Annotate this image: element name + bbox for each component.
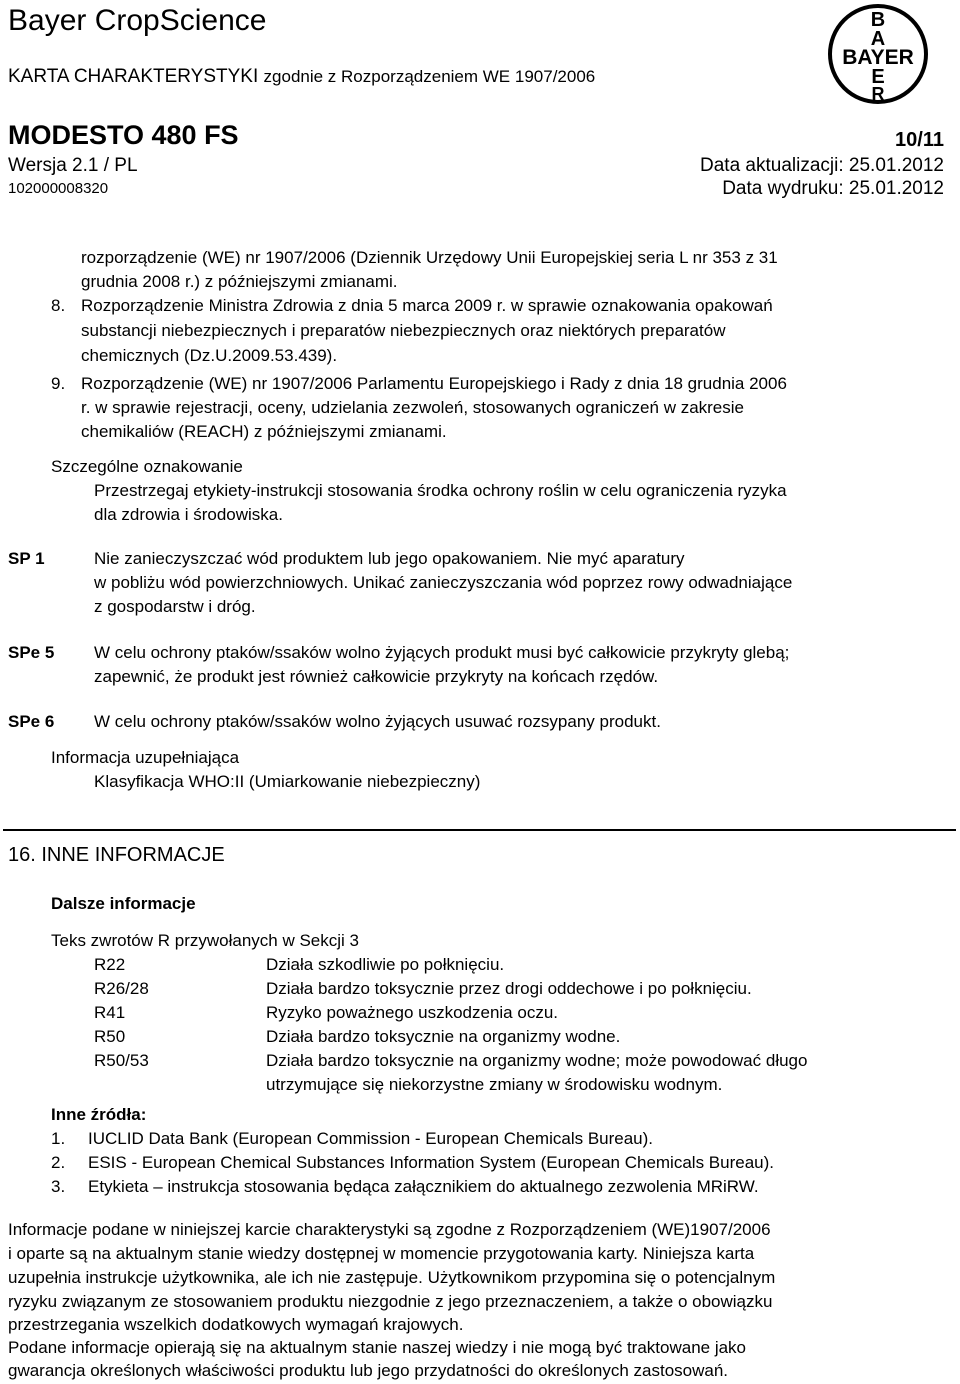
source-number: 1. xyxy=(51,1129,66,1148)
document-title xyxy=(8,66,595,88)
source-text: IUCLID Data Bank (European Commission - European Chemicals Bureau). xyxy=(88,1129,654,1148)
special-labelling-heading: Szczególne oznakowanie xyxy=(51,457,243,476)
r-phrase-text: Działa bardzo toksycznie na organizmy wodne; może powodować długo xyxy=(266,1051,808,1070)
page-number: 10/11 xyxy=(895,129,944,151)
logo-word-bayer: BAYER xyxy=(842,46,914,69)
special-labelling-text: Przestrzegaj etykiety-instrukcji stosowania środka ochrony roślin w celu ograniczenia ryzyka xyxy=(94,481,787,500)
source-text: Etykieta – instrukcja stosowania będąca załącznikiem do aktualnego zezwolenia MRiRW. xyxy=(88,1177,759,1196)
safety-phrase-code: SPe 5 xyxy=(8,643,55,662)
regulation-item-text: substancji niebezpiecznych i preparatów niebezpiecznych oraz niektórych preparatów xyxy=(81,321,726,340)
safety-phrase-text: w pobliżu wód powierzchniowych. Unikać zanieczyszczania wód poprzez rowy odwadniające xyxy=(94,573,793,592)
regulation-item-text: r. w sprawie rejestracji, oceny, udzielania zezwoleń, stosowanych ograniczeń w zakresie xyxy=(81,398,744,417)
regulation-item-text: chemikaliów (REACH) z późniejszymi zmianami. xyxy=(81,422,447,441)
source-number: 3. xyxy=(51,1177,66,1196)
r-phrase-text: Działa szkodliwie po połknięciu. xyxy=(266,955,505,974)
r-phrase-text: Ryzyko poważnego uszkodzenia oczu. xyxy=(266,1003,558,1022)
special-labelling-text: dla zdrowia i środowiska. xyxy=(94,505,283,524)
r-phrase-code: R41 xyxy=(94,1003,126,1022)
document-code: 102000008320 xyxy=(8,180,109,197)
r-phrase-text: Działa bardzo toksycznie przez drogi oddechowe i po połknięciu. xyxy=(266,979,752,998)
print-date: Data wydruku: 25.01.2012 xyxy=(722,178,944,199)
safety-phrase-text: zapewnić, że produkt jest również całkowicie przykryty na końcach rzędów. xyxy=(94,667,659,686)
r-phrase-code: R26/28 xyxy=(94,979,149,998)
further-info-heading: Dalsze informacje xyxy=(51,894,196,913)
who-classification: Klasyfikacja WHO:II (Umiarkowanie niebezpieczny) xyxy=(94,772,481,791)
logo-letter-a: A xyxy=(870,28,886,50)
source-number: 2. xyxy=(51,1153,66,1172)
safety-phrase-text: Nie zanieczyszczać wód produktem lub jego opakowaniem. Nie myć aparatury xyxy=(94,549,685,568)
closing-paragraph-line: Informacje podane w niniejszej karcie charakterystyki są zgodne z Rozporządzeniem (WE)1907/2006 xyxy=(8,1220,771,1239)
closing-paragraph-line: uzupełnia instrukcje użytkownika, ale ich nie zastępuje. Użytkownikom przypomina się o potencjalnym xyxy=(8,1268,776,1287)
regulation-item-text: chemicznych (Dz.U.2009.53.439). xyxy=(81,346,338,365)
product-name: MODESTO 480 FS xyxy=(8,120,239,150)
closing-paragraph-line: ryzyku związanym ze stosowaniem produktu niezgodnie z jego przeznaczeniem, a także o obowiązku xyxy=(8,1292,773,1311)
closing-paragraph-line: Podane informacje opierają się na aktualnym stanie naszej wiedzy i nie mogą być traktowane jako xyxy=(8,1338,747,1357)
closing-paragraph-line: przestrzegania wszelkich dodatkowych wymagań krajowych. xyxy=(8,1315,464,1334)
regulation-text-line: grudnia 2008 r.) z późniejszymi zmianami. xyxy=(81,272,398,291)
safety-phrase-text: W celu ochrony ptaków/ssaków wolno żyjących produkt musi być całkowicie przykryty glebą; xyxy=(94,643,790,662)
section-divider xyxy=(3,829,956,831)
regulation-item-text: Rozporządzenie (WE) nr 1907/2006 Parlamentu Europejskiego i Rady z dnia 18 grudnia 2006 xyxy=(81,374,787,393)
regulation-item-text: Rozporządzenie Ministra Zdrowia z dnia 5 marca 2009 r. w sprawie oznakowania opakowań xyxy=(81,296,773,315)
safety-phrase-text: W celu ochrony ptaków/ssaków wolno żyjących usuwać rozsypany produkt. xyxy=(94,712,661,731)
bayer-cross-logo xyxy=(826,2,930,106)
other-sources-heading: Inne źródła: xyxy=(51,1105,147,1124)
company-name: Bayer CropScience xyxy=(8,4,267,37)
r-phrase-text: utrzymujące się niekorzystne zmiany w środowisku wodnym. xyxy=(266,1075,723,1094)
regulation-item-number: 9. xyxy=(51,374,66,393)
safety-phrase-code: SP 1 xyxy=(8,549,45,568)
safety-phrase-text: z gospodarstw i dróg. xyxy=(94,597,256,616)
logo-letter-r: R xyxy=(871,84,885,104)
update-date: Data aktualizacji: 25.01.2012 xyxy=(700,155,944,176)
closing-paragraph-line: gwarancja określonych właściwości produktu lub jego przydatności do określonych zastosowań. xyxy=(8,1361,729,1380)
r-phrases-intro: Teks zwrotów R przywołanych w Sekcji 3 xyxy=(51,931,359,950)
section-16-title: 16. INNE INFORMACJE xyxy=(8,844,225,866)
document-version: Wersja 2.1 / PL xyxy=(8,155,138,176)
r-phrase-text: Działa bardzo toksycznie na organizmy wodne. xyxy=(266,1027,621,1046)
r-phrase-code: R22 xyxy=(94,955,126,974)
source-text: ESIS - European Chemical Substances Information System (European Chemicals Bureau). xyxy=(88,1153,774,1172)
logo-letter-e: E xyxy=(871,66,885,88)
document-title-main: KARTA CHARAKTERYSTYKI xyxy=(8,66,259,87)
document-title-regulation: zgodnie z Rozporządzeniem WE 1907/2006 xyxy=(263,67,596,86)
r-phrase-code: R50/53 xyxy=(94,1051,149,1070)
regulation-text-line: rozporządzenie (WE) nr 1907/2006 (Dziennik Urzędowy Unii Europejskiej seria L nr 353 z 31 xyxy=(81,248,778,267)
closing-paragraph-line: i oparte są na aktualnym stanie wiedzy dostępnej w momencie przygotowania karty. Niniejsza karta xyxy=(8,1244,755,1263)
r-phrase-code: R50 xyxy=(94,1027,126,1046)
supplementary-info-heading: Informacja uzupełniająca xyxy=(51,748,240,767)
safety-phrase-code: SPe 6 xyxy=(8,712,55,731)
regulation-item-number: 8. xyxy=(51,296,66,315)
logo-letter-b-top: B xyxy=(870,9,886,31)
